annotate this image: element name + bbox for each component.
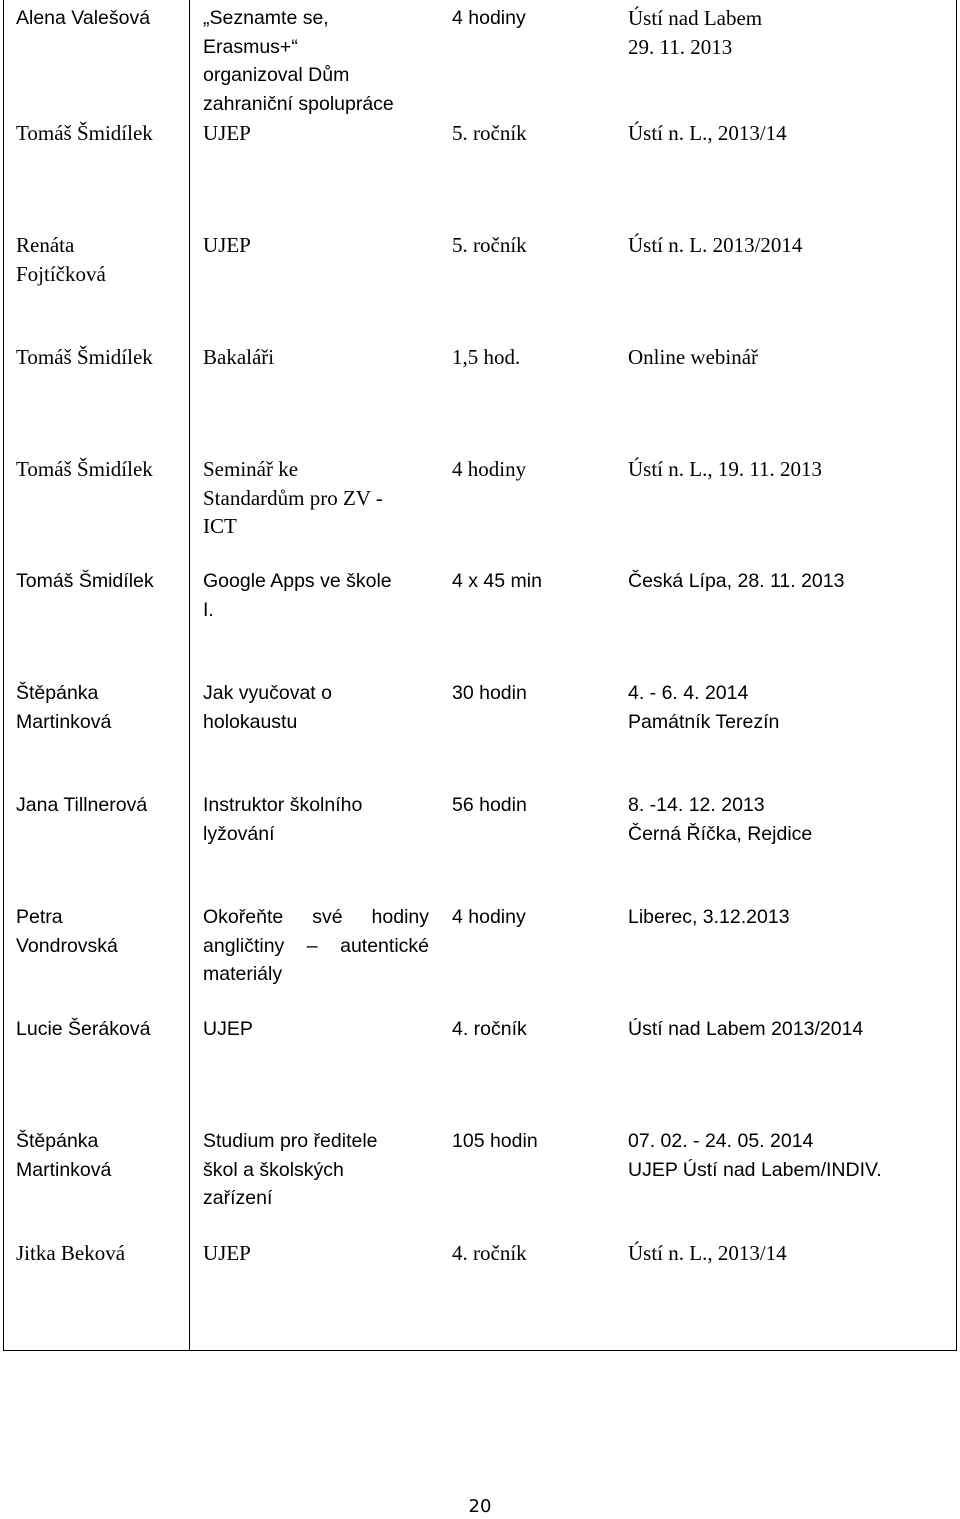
cell-name: Tomáš Šmidílek	[16, 345, 153, 369]
cell-place-date: Ústí n. L., 2013/14	[628, 1241, 787, 1265]
cell-course: Okořeňte své hodiny angličtiny – autentické materiály	[203, 906, 429, 985]
cell-name: Tomáš Šmidílek	[16, 121, 153, 145]
cell-duration: 1,5 hod.	[452, 345, 521, 369]
cell-name: Štěpánka Martinková	[16, 1130, 112, 1181]
cell-name: Renáta Fojtíčková	[16, 233, 106, 286]
cell-duration: 4 hodiny	[452, 906, 526, 928]
cell-place-date: Liberec, 3.12.2013	[628, 906, 790, 928]
cell-name: Štěpánka Martinková	[16, 682, 112, 733]
cell-place-date: Ústí nad Labem 2013/2014	[628, 1018, 864, 1040]
cell-course: UJEP	[203, 1241, 251, 1265]
cell-place-date: Česká Lípa, 28. 11. 2013	[628, 570, 845, 592]
cell-name: Jana Tillnerová	[16, 794, 148, 816]
cell-place-date: Ústí n. L., 2013/14	[628, 121, 787, 145]
cell-duration: 30 hodin	[452, 682, 527, 704]
cell-course: Jak vyučovat o holokaustu	[203, 682, 332, 733]
cell-duration: 4 hodiny	[452, 457, 527, 481]
cell-course: Instruktor školního lyžování	[203, 794, 363, 845]
cell-course: Bakaláři	[203, 345, 275, 369]
cell-duration: 105 hodin	[452, 1130, 538, 1152]
cell-course: Google Apps ve škole I.	[203, 570, 392, 621]
cell-duration: 5. ročník	[452, 233, 527, 257]
cell-duration: 4. ročník	[452, 1018, 527, 1040]
training-table	[3, 0, 957, 1351]
cell-duration: 4 hodiny	[452, 7, 526, 29]
cell-name: Tomáš Šmidílek	[16, 457, 153, 481]
cell-name: Tomáš Šmidílek	[16, 570, 154, 592]
cell-place-date: 8. -14. 12. 2013 Černá Říčka, Rejdice	[628, 794, 813, 845]
cell-course: Studium pro ředitele škol a školských zařízení	[203, 1130, 378, 1209]
cell-course: UJEP	[203, 233, 251, 257]
cell-place-date: Ústí nad Labem 29. 11. 2013	[628, 6, 763, 59]
cell-place-date: Online webinář	[628, 345, 759, 369]
page-number: 20	[468, 1496, 492, 1517]
cell-course: UJEP	[203, 121, 251, 145]
cell-course: UJEP	[203, 1018, 253, 1040]
cell-name: Jitka Beková	[16, 1241, 126, 1265]
cell-duration: 5. ročník	[452, 121, 527, 145]
cell-place-date: Ústí n. L. 2013/2014	[628, 233, 803, 257]
cell-course: „Seznamte se, Erasmus+“ organizoval Dům zahraniční spolupráce	[203, 7, 394, 115]
cell-place-date: 07. 02. - 24. 05. 2014 UJEP Ústí nad Labem/INDIV.	[628, 1130, 882, 1181]
cell-name: Petra Vondrovská	[16, 906, 118, 957]
cell-course: Seminář ke Standardům pro ZV - ICT	[203, 457, 383, 538]
cell-place-date: Ústí n. L., 19. 11. 2013	[628, 457, 823, 481]
cell-duration: 4 x 45 min	[452, 570, 542, 592]
cell-duration: 56 hodin	[452, 794, 527, 816]
cell-duration: 4. ročník	[452, 1241, 527, 1265]
cell-name: Alena Valešová	[16, 7, 151, 29]
column-divider	[189, 0, 190, 1350]
cell-name: Lucie Šeráková	[16, 1018, 151, 1040]
cell-place-date: 4. - 6. 4. 2014 Památník Terezín	[628, 682, 780, 733]
